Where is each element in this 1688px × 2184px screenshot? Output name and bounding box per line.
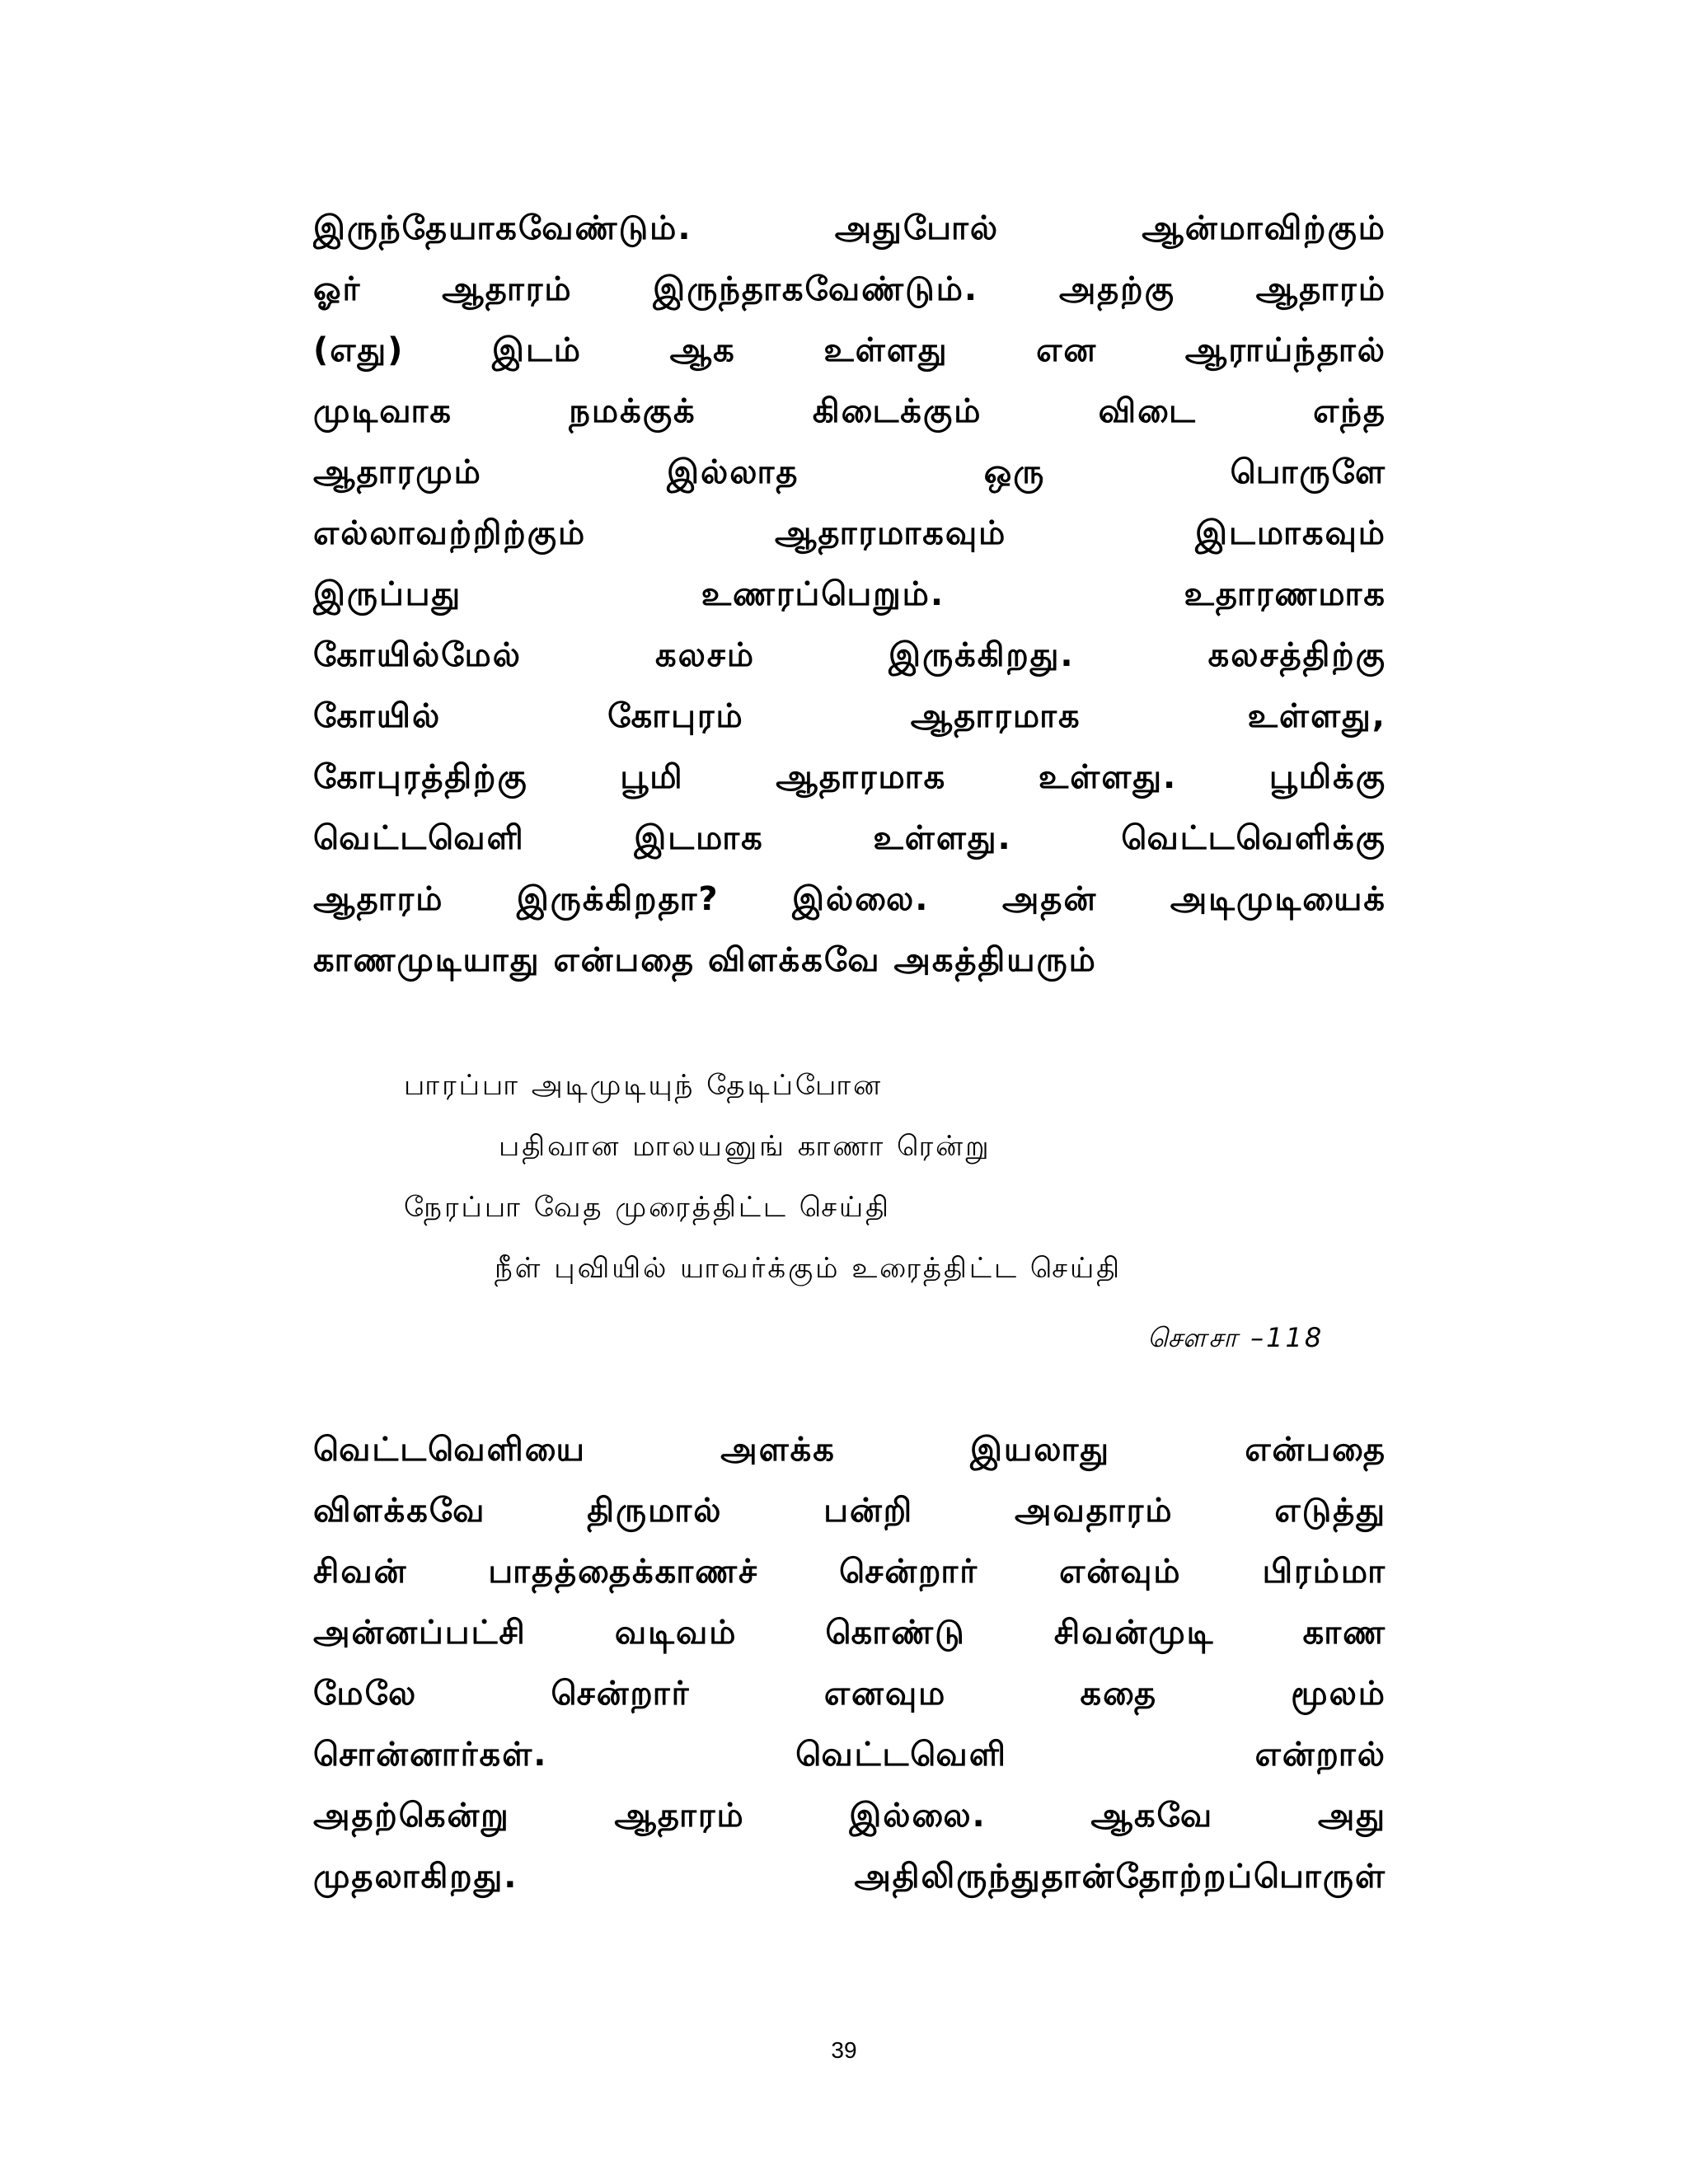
verse-line: பதிவான மாலயனுங் காணா ரென்று [499, 1130, 992, 1163]
text-line: சொன்னார்கள். வெட்டவெளி என்றால் [313, 1736, 1386, 1774]
text-line: ஓர் ஆதாரம் இருந்தாகவேண்டும். அதற்கு ஆதாரம் [313, 270, 1386, 308]
text-line: ஆதாரமும் இல்லாத ஒரு பொருளே [313, 453, 1386, 491]
text-line: அன்னப்பட்சி வடிவம் கொண்டு சிவன்முடி காண [313, 1614, 1386, 1652]
text-line: வெட்டவெளியை அளக்க இயலாது என்பதை [313, 1431, 1386, 1469]
text-line: கோபுரத்திற்கு பூமி ஆதாரமாக உள்ளது. பூமிக்கு [313, 758, 1386, 796]
text-line: முடிவாக நமக்குக் கிடைக்கும் விடை எந்த [313, 392, 1386, 430]
verse-attribution: சௌசா –118 [1147, 1322, 1325, 1353]
text-line: மேலே சென்றார் எனவும கதை மூலம் [313, 1675, 1386, 1713]
verse-line: நீள் புவியில் யாவர்க்கும் உரைத்திட்ட செய்தி [495, 1252, 1123, 1285]
page-number: 39 [831, 2037, 857, 2063]
verse-line: நேரப்பா வேத முரைத்திட்ட செய்தி [404, 1191, 892, 1224]
text-line: விளக்கவே திருமால் பன்றி அவதாரம் எடுத்து [313, 1492, 1386, 1530]
text-line: எல்லாவற்றிற்கும் ஆதாரமாகவும் இடமாகவும் [313, 514, 1386, 552]
paragraph-2 [313, 1419, 1386, 1907]
paragraph-1 [313, 198, 1386, 991]
text-line: அதற்கென்று ஆதாரம் இல்லை. ஆகவே அது [313, 1797, 1386, 1835]
text-line: ஆதாரம் இருக்கிறதா? இல்லை. அதன் அடிமுடியைக் [313, 880, 1386, 918]
text-line: இருப்பது உணரப்பெறும். உதாரணமாக [313, 575, 1386, 613]
text-line: முதலாகிறது. அதிலிருந்துதான்தோற்றப்பொருள் [313, 1858, 1386, 1896]
text-line: காணமுடியாது என்பதை விளக்கவே அகத்தியரும் [313, 941, 1097, 979]
verse-line: பாரப்பா அடிமுடியுந் தேடிப்போன [404, 1069, 884, 1102]
text-line: இருந்தேயாகவேண்டும். அதுபோல் ஆன்மாவிற்கும் [313, 209, 1386, 247]
text-line: கோயில்மேல் கலசம் இருக்கிறது. கலசத்திற்கு [313, 636, 1386, 674]
text-line: (எது) இடம் ஆக உள்ளது என ஆராய்ந்தால் [313, 331, 1386, 369]
text-line: கோயில் கோபுரம் ஆதாரமாக உள்ளது, [313, 697, 1386, 735]
text-line: சிவன் பாதத்தைக்காணச் சென்றார் என்வும் பிரம்மா [313, 1553, 1386, 1591]
text-line: வெட்டவெளி இடமாக உள்ளது. வெட்டவெளிக்கு [313, 819, 1386, 857]
